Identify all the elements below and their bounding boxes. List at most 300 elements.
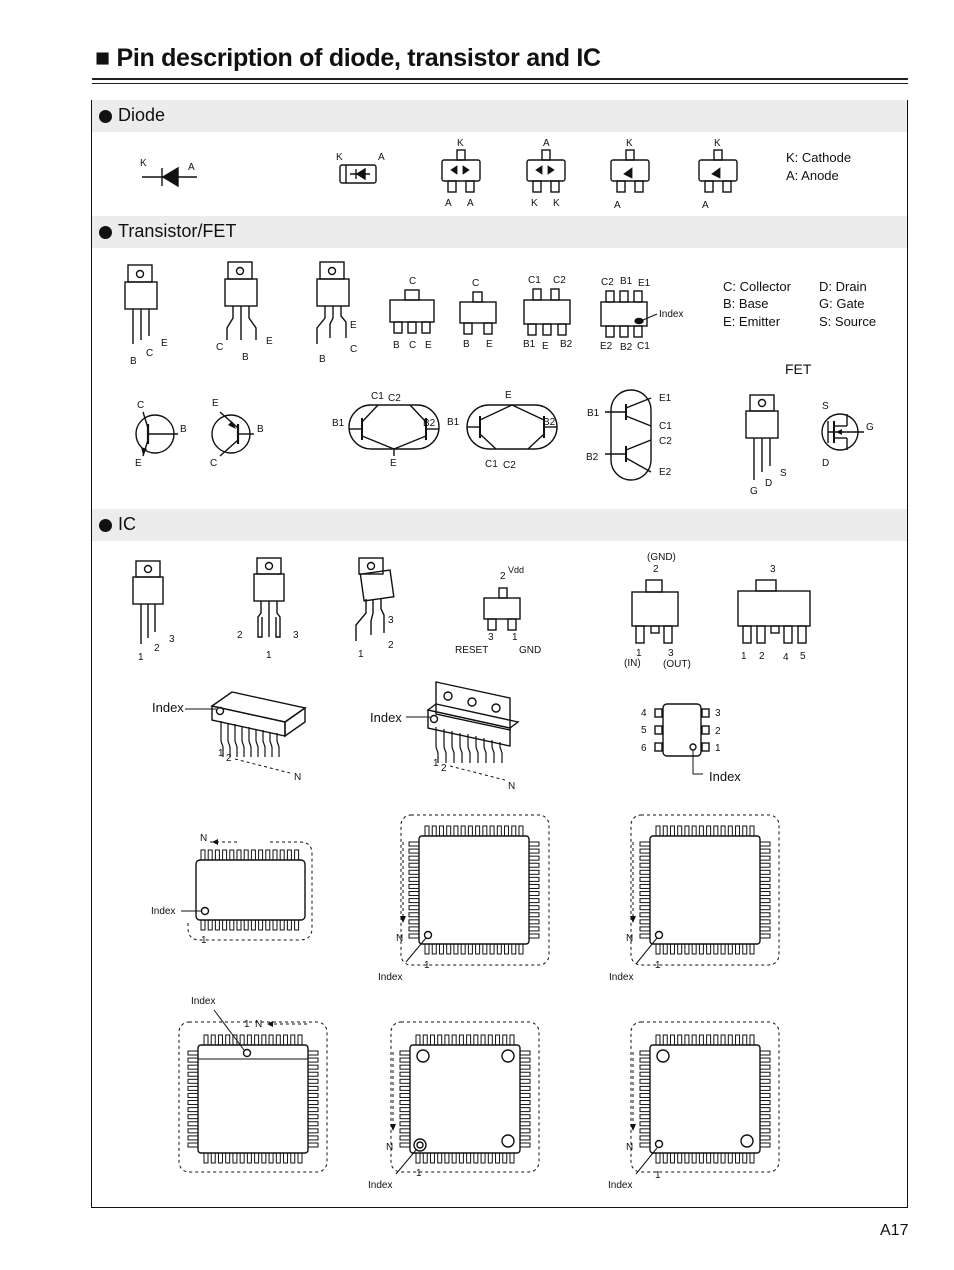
svg-text:N: N <box>255 1019 263 1030</box>
svg-text:1: 1 <box>201 935 207 946</box>
ic-pin <box>488 1035 492 1045</box>
ic-pin <box>233 1153 237 1163</box>
ic-pin <box>459 1153 463 1163</box>
diode-smd-single-1 <box>611 138 649 211</box>
ic-pin <box>215 850 219 860</box>
ic-pin <box>400 1143 410 1147</box>
ic-pin <box>454 826 458 836</box>
svg-text:B2: B2 <box>423 418 436 429</box>
ic-pin <box>452 1153 456 1163</box>
ic-pin <box>699 1153 703 1163</box>
ic-pin <box>505 944 509 954</box>
ic-pin <box>208 850 212 860</box>
ic-pin <box>483 826 487 836</box>
ic-pin <box>400 1122 410 1126</box>
ic-pin <box>188 1143 198 1147</box>
ic-pin <box>409 906 419 910</box>
ic-pin <box>400 1086 410 1090</box>
svg-text:N: N <box>396 933 404 944</box>
section-header-ic: IC <box>92 509 907 541</box>
ic-pin <box>529 870 539 874</box>
ic-pin <box>215 920 219 930</box>
svg-text:1: 1 <box>512 632 518 643</box>
svg-text:2: 2 <box>500 571 506 582</box>
svg-text:1: 1 <box>424 960 430 971</box>
transistor-to220-formed-2 <box>317 262 357 365</box>
svg-text:G: Gate: G: Gate <box>819 296 865 311</box>
ic-pin <box>520 1101 530 1105</box>
ic-pin <box>247 1153 251 1163</box>
ic-pin <box>760 849 770 853</box>
page-number: A17 <box>880 1222 909 1239</box>
ic-pin <box>721 944 725 954</box>
svg-text:2: 2 <box>154 643 160 654</box>
ic-pin <box>529 934 539 938</box>
svg-text:Index: Index <box>368 1180 393 1191</box>
ic-pin <box>269 1035 273 1045</box>
ic-pin <box>640 934 650 938</box>
ic-pin <box>259 850 263 860</box>
svg-text:C2: C2 <box>503 460 516 471</box>
ic-pin <box>468 826 472 836</box>
svg-text:E: Emitter: E: Emitter <box>723 314 781 329</box>
ic-pin <box>244 850 248 860</box>
ic-pin <box>640 1072 650 1076</box>
transistor-dual-6pin <box>523 275 573 352</box>
ic-pin <box>760 1136 770 1140</box>
svg-text:D: D <box>822 458 830 469</box>
svg-text:N: N <box>200 833 208 844</box>
svg-text:B2: B2 <box>586 452 599 463</box>
ic-pin <box>490 944 494 954</box>
ic-pin <box>461 944 465 954</box>
svg-text:Index: Index <box>609 972 634 983</box>
ic-pin <box>308 1143 318 1147</box>
ic-pin <box>400 1108 410 1112</box>
ic-pin <box>760 1051 770 1055</box>
ic-pin <box>459 1035 463 1045</box>
ic-pin <box>226 1035 230 1045</box>
ic-pin <box>284 1153 288 1163</box>
ic-pin <box>188 1108 198 1112</box>
ic-pin <box>714 826 718 836</box>
svg-text:2: 2 <box>653 564 659 575</box>
ic-pin <box>670 1153 674 1163</box>
ic-pin <box>474 1153 478 1163</box>
svg-text:E: E <box>135 458 142 469</box>
svg-text:3: 3 <box>388 615 394 626</box>
ic-pin <box>529 849 539 853</box>
ic-pin <box>760 1079 770 1083</box>
ic-pin <box>291 1153 295 1163</box>
ic-pin <box>262 1153 266 1163</box>
ic-pin <box>760 906 770 910</box>
ic-pin <box>497 826 501 836</box>
svg-text:1: 1 <box>266 650 272 661</box>
svg-text:N: N <box>626 1142 634 1153</box>
svg-text:E1: E1 <box>659 393 672 404</box>
ic-pin <box>409 877 419 881</box>
ic-pin <box>496 1153 500 1163</box>
npn-transistor-symbol <box>135 400 187 469</box>
svg-text:4: 4 <box>641 708 647 719</box>
svg-text:E2: E2 <box>659 467 672 478</box>
ic-pin <box>188 1079 198 1083</box>
svg-text:3: 3 <box>488 632 494 643</box>
ic-pin <box>750 826 754 836</box>
ic-pin <box>520 1115 530 1119</box>
svg-text:4: 4 <box>783 652 789 663</box>
svg-text:D: Drain: D: Drain <box>819 279 867 294</box>
ic-pin <box>640 849 650 853</box>
transistor-sot89 <box>390 276 434 351</box>
transistor-sot23 <box>460 278 496 350</box>
svg-text:C: C <box>350 344 358 355</box>
ic-pin <box>308 1108 318 1112</box>
svg-text:Index: Index <box>151 906 176 917</box>
ic-pin <box>692 1035 696 1045</box>
ic-pin <box>760 899 770 903</box>
ic-pin <box>721 1153 725 1163</box>
ic-pin <box>663 1153 667 1163</box>
svg-text:K: K <box>457 138 464 149</box>
ic-qfp-package-4 <box>368 1022 539 1191</box>
svg-text:B: B <box>180 424 187 435</box>
ic-pin <box>743 1035 747 1045</box>
ic-pin <box>685 944 689 954</box>
ic-pin <box>760 870 770 874</box>
ic-pin <box>201 850 205 860</box>
svg-text:C1: C1 <box>659 421 672 432</box>
ic-pin <box>438 1153 442 1163</box>
ic-pin <box>520 1058 530 1062</box>
svg-text:B1: B1 <box>332 418 345 429</box>
ic-pin <box>728 1035 732 1045</box>
svg-text:K: K <box>714 138 721 149</box>
ic-pin <box>505 826 509 836</box>
svg-text:A: Anode: A: Anode <box>786 168 839 183</box>
svg-text:Index: Index <box>709 769 741 784</box>
ic-pin <box>640 1136 650 1140</box>
ic-pin <box>656 1153 660 1163</box>
ic-pin <box>663 1035 667 1045</box>
ic-pin <box>287 850 291 860</box>
ic-pin <box>425 944 429 954</box>
ic-pin <box>760 934 770 938</box>
ic-pin <box>481 1153 485 1163</box>
svg-text:C: C <box>472 278 480 289</box>
svg-text:(GND): (GND) <box>647 552 676 563</box>
ic-pin <box>640 1065 650 1069</box>
ic-pin <box>476 826 480 836</box>
ic-pin <box>416 1035 420 1045</box>
svg-text:Index: Index <box>370 710 402 725</box>
ic-pin <box>685 1035 689 1045</box>
ic-pin <box>640 1101 650 1105</box>
ic-pin <box>496 1035 500 1045</box>
ic-pin <box>670 944 674 954</box>
ic-pin <box>240 1153 244 1163</box>
ic-pin <box>400 1051 410 1055</box>
ic-pin <box>188 1093 198 1097</box>
ic-pin <box>438 1035 442 1045</box>
svg-text:C1: C1 <box>485 459 498 470</box>
svg-text:C2: C2 <box>388 393 401 404</box>
ic-pin <box>409 920 419 924</box>
ic-pin <box>255 1153 259 1163</box>
svg-text:B1: B1 <box>523 339 536 350</box>
svg-text:3: 3 <box>770 564 776 575</box>
ic-pin <box>400 1065 410 1069</box>
ic-pin <box>678 826 682 836</box>
svg-text:1: 1 <box>433 758 439 769</box>
svg-text:Index: Index <box>191 996 216 1007</box>
svg-text:E: E <box>425 340 432 351</box>
ic-pin <box>308 1101 318 1105</box>
ic-pin <box>409 856 419 860</box>
svg-text:S: Source: S: Source <box>819 314 877 329</box>
ic-pin <box>760 920 770 924</box>
transistor-dual-6pin-index <box>600 276 683 353</box>
ic-pin <box>760 892 770 896</box>
ic-pin <box>230 850 234 860</box>
ic-pin <box>276 1035 280 1045</box>
svg-text:1: 1 <box>358 649 364 660</box>
svg-text:B2: B2 <box>620 342 633 353</box>
section-header-transistor: Transistor/FET <box>92 216 907 248</box>
ic-pin <box>640 1086 650 1090</box>
ic-pin <box>188 1086 198 1090</box>
svg-text:C2: C2 <box>601 277 614 288</box>
ic-pin <box>640 927 650 931</box>
svg-text:D: D <box>765 478 773 489</box>
ic-pin <box>714 944 718 954</box>
ic-pin <box>188 1129 198 1133</box>
ic-pin <box>760 927 770 931</box>
ic-pin <box>760 1115 770 1119</box>
svg-text:A: A <box>378 152 385 163</box>
svg-text:B: B <box>242 352 249 363</box>
ic-pin <box>188 1051 198 1055</box>
ic-pin <box>308 1065 318 1069</box>
ic-pin <box>208 920 212 930</box>
ic-pin <box>467 1035 471 1045</box>
ic-pin <box>188 1058 198 1062</box>
ic-pin <box>255 1035 259 1045</box>
svg-text:E: E <box>390 458 397 469</box>
ic-pin <box>760 877 770 881</box>
ic-pin <box>308 1122 318 1126</box>
diode-symbol <box>140 158 197 186</box>
svg-text:(OUT): (OUT) <box>663 659 691 670</box>
ic-pin <box>481 1035 485 1045</box>
ic-pin <box>728 944 732 954</box>
svg-text:1: 1 <box>416 1168 422 1179</box>
ic-pin <box>760 842 770 846</box>
ic-pin <box>520 1108 530 1112</box>
ic-pin <box>237 920 241 930</box>
svg-text:G: G <box>866 422 874 433</box>
ic-pin <box>529 842 539 846</box>
ic-pin <box>497 944 501 954</box>
ic-pin <box>298 1035 302 1045</box>
ic-pin <box>529 927 539 931</box>
svg-text:B: B <box>257 424 264 435</box>
svg-text:2: 2 <box>226 753 232 764</box>
ic-pin <box>188 1101 198 1105</box>
ic-pin <box>409 884 419 888</box>
ic-pin <box>439 944 443 954</box>
transistor-legend <box>723 279 876 377</box>
ic-pin <box>230 920 234 930</box>
diode-axial-package <box>336 152 385 183</box>
svg-text:1: 1 <box>636 648 642 659</box>
ic-pin <box>670 1035 674 1045</box>
ic-pin <box>736 1035 740 1045</box>
ic-pin <box>430 1035 434 1045</box>
pnp-transistor-symbol <box>210 398 264 469</box>
svg-text:C: C <box>409 276 417 287</box>
svg-text:Index: Index <box>152 700 184 715</box>
ic-pin <box>760 1093 770 1097</box>
ic-pin <box>640 856 650 860</box>
svg-text:6: 6 <box>641 743 647 754</box>
ic-pin <box>640 1051 650 1055</box>
svg-text:E: E <box>212 398 219 409</box>
ic-pin <box>266 850 270 860</box>
svg-text:5: 5 <box>800 651 806 662</box>
ic-pin <box>529 899 539 903</box>
svg-text:E: E <box>161 338 168 349</box>
ic-pin <box>760 1129 770 1133</box>
svg-text:K: K <box>553 198 560 209</box>
ic-pin <box>640 877 650 881</box>
transistor-to220-formed-1 <box>216 262 273 363</box>
svg-text:2: 2 <box>759 651 765 662</box>
ic-pin <box>640 899 650 903</box>
ic-pin <box>400 1079 410 1083</box>
ic-pin <box>714 1035 718 1045</box>
ic-qfp-package-3 <box>179 996 327 1172</box>
ic-pin <box>276 1153 280 1163</box>
ic-pin <box>483 944 487 954</box>
svg-text:2: 2 <box>388 640 394 651</box>
dual-transistor-vertical <box>586 390 672 480</box>
ic-pin <box>529 877 539 881</box>
ic-pin <box>188 1122 198 1126</box>
svg-text:1: 1 <box>655 1170 661 1181</box>
ic-pin <box>423 1035 427 1045</box>
ic-pin <box>400 1101 410 1105</box>
svg-text:1: 1 <box>655 960 661 971</box>
ic-pin <box>416 1153 420 1163</box>
ic-pin <box>760 863 770 867</box>
ic-pin <box>400 1093 410 1097</box>
ic-pin <box>284 1035 288 1045</box>
svg-text:B1: B1 <box>620 276 633 287</box>
ic-to220-formed-2 <box>356 558 394 660</box>
svg-text:Index: Index <box>378 972 403 983</box>
svg-text:1: 1 <box>218 748 224 759</box>
svg-text:E: E <box>486 339 493 350</box>
ic-pin <box>474 1035 478 1045</box>
ic-pin <box>640 1058 650 1062</box>
ic-pin <box>409 899 419 903</box>
ic-pin <box>409 927 419 931</box>
svg-text:1: 1 <box>138 652 144 663</box>
svg-text:Vdd: Vdd <box>508 565 525 575</box>
ic-pin <box>640 913 650 917</box>
ic-pin <box>678 1153 682 1163</box>
ic-pin <box>409 849 419 853</box>
ic-5pin-dpak <box>738 564 810 663</box>
ic-to220-formed-1 <box>237 558 299 661</box>
svg-text:FET: FET <box>785 361 812 377</box>
svg-text:B: B <box>319 354 326 365</box>
ic-qfp-package-5 <box>608 1022 779 1191</box>
ic-pin <box>308 1086 318 1090</box>
ic-pin <box>409 913 419 917</box>
ic-pin <box>308 1093 318 1097</box>
svg-text:C: C <box>210 458 218 469</box>
ic-pin <box>188 1065 198 1069</box>
ic-pin <box>520 1079 530 1083</box>
ic-pin <box>663 826 667 836</box>
ic-pin <box>529 892 539 896</box>
ic-pin <box>409 863 419 867</box>
ic-pin <box>273 850 277 860</box>
ic-pin <box>280 920 284 930</box>
ic-pin <box>707 826 711 836</box>
dual-transistor-common-emitter <box>332 391 439 469</box>
ic-pin <box>760 1065 770 1069</box>
ic-pin <box>670 826 674 836</box>
svg-text:5: 5 <box>641 725 647 736</box>
ic-pin <box>400 1058 410 1062</box>
ic-qfp-package-2 <box>609 815 779 983</box>
ic-pin <box>519 826 523 836</box>
ic-pin <box>445 1153 449 1163</box>
svg-text:C1: C1 <box>637 341 650 352</box>
svg-text:2: 2 <box>715 726 721 737</box>
svg-text:K: K <box>626 138 633 149</box>
ic-pin <box>520 1065 530 1069</box>
svg-text:E2: E2 <box>600 341 613 352</box>
ic-pin <box>520 1143 530 1147</box>
ic-pin <box>409 870 419 874</box>
svg-text:3: 3 <box>668 648 674 659</box>
ic-pin <box>728 1153 732 1163</box>
svg-text:K: K <box>336 152 343 163</box>
ic-pin <box>728 826 732 836</box>
svg-text:A: A <box>614 200 621 211</box>
ic-pin <box>512 944 516 954</box>
svg-text:3: 3 <box>715 708 721 719</box>
svg-text:E: E <box>266 336 273 347</box>
ic-pin <box>678 1035 682 1045</box>
ic-pin <box>750 944 754 954</box>
ic-pin <box>519 944 523 954</box>
svg-text:B1: B1 <box>587 408 600 419</box>
ic-pin <box>699 944 703 954</box>
ic-pin <box>685 826 689 836</box>
ic-pin <box>640 1093 650 1097</box>
diode-smd-single-2 <box>699 138 737 211</box>
svg-text:N: N <box>294 772 302 783</box>
ic-pin <box>439 826 443 836</box>
ic-reset-sot23 <box>455 565 541 656</box>
svg-text:C1: C1 <box>371 391 384 402</box>
